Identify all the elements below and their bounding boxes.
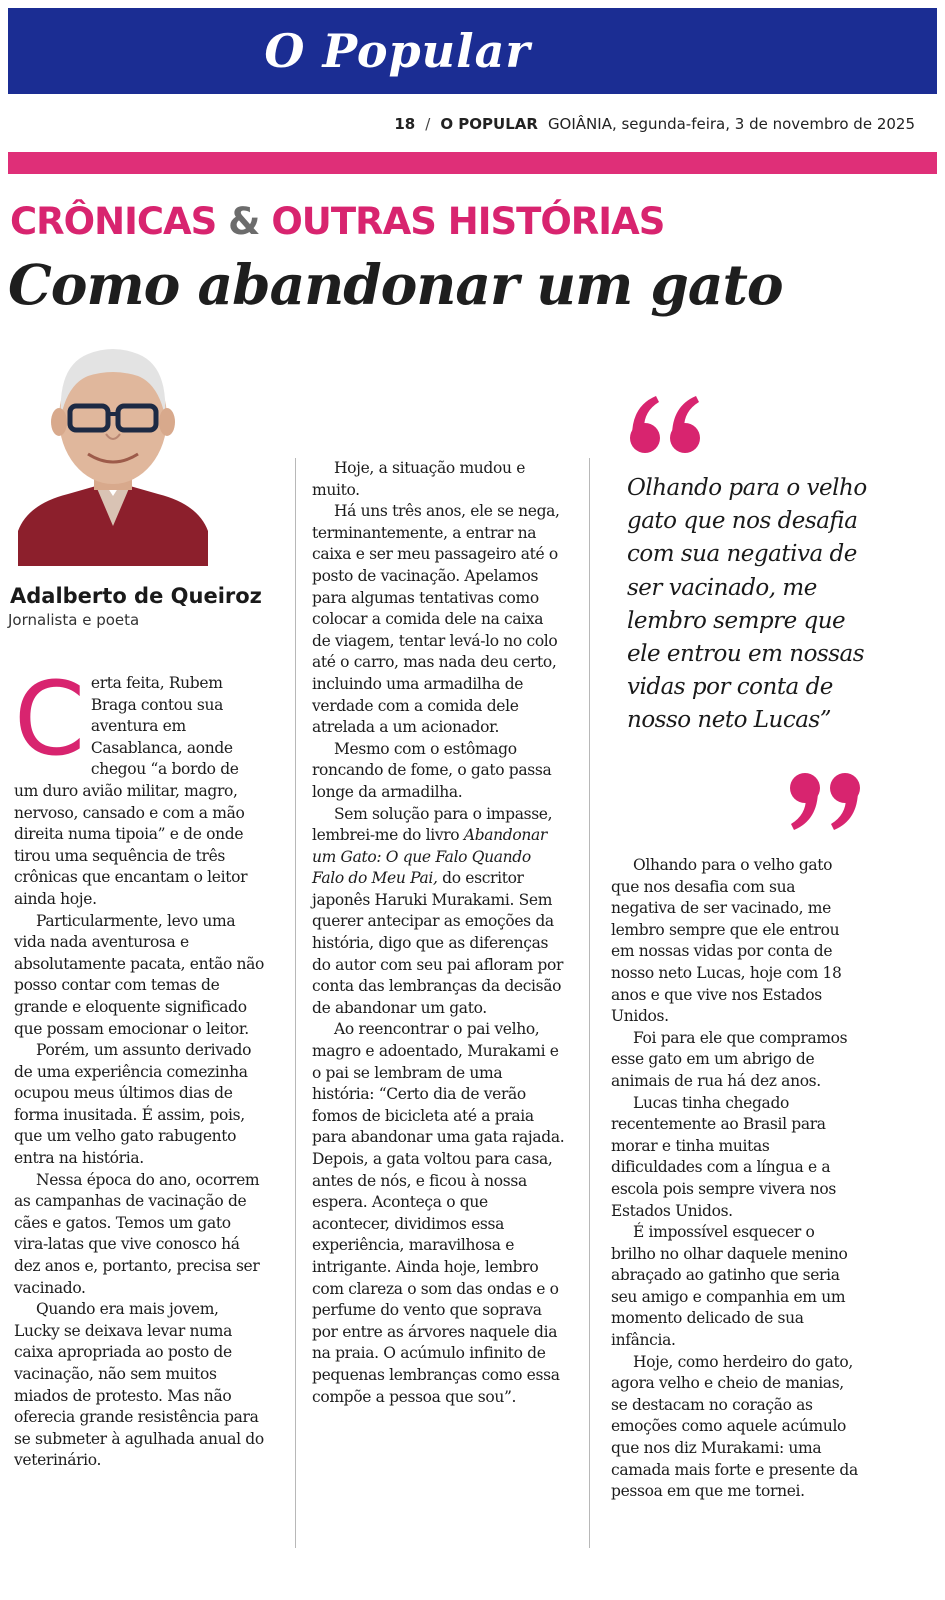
dateline-date: GOIÂNIA, segunda-feira, 3 de novembro de 2025 [547, 115, 915, 133]
dateline-separator: / [425, 115, 431, 133]
paragraph: Porém, um assunto derivado de uma experiência comezinha ocupou meus últimos dias de forma inusitada. É assim, pois, que um velho gato rabugento entra na história. [14, 1041, 252, 1168]
masthead [8, 8, 937, 94]
section-title-amp: & [228, 200, 260, 243]
author-portrait [18, 326, 208, 566]
pull-quote: Olhando para o velho gato que nos desafia com sua negativa de ser vacinado, me lembro sempre que ele entrou em nossas vidas por conta de nosso neto Lucas” [627, 475, 867, 734]
article-column-2 [312, 458, 566, 1408]
paragraph: Ao reencontrar o pai velho, magro e adoentado, Murakami e o pai se lembram de uma história: “Certo dia de verão fomos de bicicleta até a praia para abandonar uma gata rajada. Depois, a gata voltou para casa, antes de nós, e ficou à nossa espera. Aconteça o que acontecer, dividimos essa experiência, maravilhosa e intrigante. Ainda hoje, lembro com clareza o som das ondas e o perfume do vento que soprava por entre as árvores naquele dia na praia. O acúmulo infinito de pequenas lembranças como essa compõe a pessoa que sou”. [312, 1020, 565, 1406]
book-title: Abandonar um Gato: O que Falo Quando Falo do Meu Pai, [312, 826, 547, 888]
quote-open-icon [628, 394, 704, 456]
column-divider-2 [589, 458, 590, 1548]
paragraph: Particularmente, levo uma vida nada aventurosa e absolutamente pacata, então não posso contar com temas de grande e eloquente significado que possam emocionar o leitor. [14, 911, 265, 1038]
section-rule [8, 152, 937, 174]
paragraph: Certa feita, Rubem Braga contou sua aventura em Casablanca, aonde chegou “a bordo de um duro avião militar, magro, nervoso, cansado e com a mão direita numa tipoia” e de onde tirou uma sequência de três crônicas que encantam o leitor ainda hoje. [14, 660, 248, 908]
paragraph: Mesmo com o estômago roncando de fome, o gato passa longe da armadilha. [312, 739, 552, 801]
dateline [394, 112, 915, 136]
paragraph: Hoje, como herdeiro do gato, agora velho e cheio de manias, se destacam no coração as emoções como aquele acúmulo que nos diz Murakami: uma camada mais forte e presente da pessoa em que me tornei. [611, 1352, 858, 1501]
quote-close-icon [786, 770, 862, 832]
paragraph: Sem solução para o impasse, lembrei-me do livro Abandonar um Gato: O que Falo Quando Falo do Meu Pai, do escritor japonês Haruki Murakami. Sem querer antecipar as emoções da história, digo que as diferenças do autor com seu pai afloram por conta das lembranças da decisão de abandonar um gato. [312, 804, 564, 1017]
newspaper-logo: O Popular [264, 24, 531, 78]
paragraph: Hoje, a situação mudou e muito. [312, 459, 526, 499]
dropcap: C [14, 660, 85, 779]
author-role: Jornalista e poeta [8, 611, 140, 629]
paragraph: Lucas tinha chegado recentemente ao Brasil para morar e tinha muitas dificuldades com a língua e a escola pois sempre vivera nos Estados Unidos. [611, 1093, 836, 1220]
paragraph: Quando era mais jovem, Lucky se deixava levar numa caixa apropriada ao posto de vacinação, não sem muitos miados de protesto. Mas não oferecia grande resistência para se submeter à agulhada anual do veterinário. [14, 1300, 264, 1470]
dateline-newspaper: O POPULAR [440, 115, 538, 133]
headline: Como abandonar um gato [8, 252, 783, 317]
section-title-part1: CRÔNICAS [10, 200, 217, 243]
author-name: Adalberto de Queiroz [10, 584, 262, 608]
paragraph: Foi para ele que compramos esse gato em um abrigo de animais de rua há dez anos. [611, 1028, 848, 1090]
section-title-part2: OUTRAS HISTÓRIAS [271, 200, 665, 243]
page-number: 18 [394, 115, 416, 133]
paragraph: Olhando para o velho gato que nos desafia com sua negativa de ser vacinado, me lembro sempre que ele entrou em nossas vidas por conta de nosso neto Lucas, hoje com 18 anos e que vive nos Estados Unidos. [611, 856, 842, 1026]
article-column-1 [14, 660, 266, 1472]
section-title [10, 200, 664, 243]
column-divider-1 [295, 458, 296, 1548]
article-column-3 [611, 855, 863, 1503]
paragraph: Há uns três anos, ele se nega, terminantemente, a entrar na caixa e ser meu passageiro até o posto de vacinação. Apelamos para algumas tentativas como colocar a comida dele na caixa de viagem, tentar levá-lo no colo até o carro, mas nada deu certo, incluindo uma armadilha de verdade com a comida dele atrelada a um acionador. [312, 502, 560, 737]
paragraph: Nessa época do ano, ocorrem as campanhas de vacinação de cães e gatos. Temos um gato vira-latas que vive conosco há dez anos e, portanto, precisa ser vacinado. [14, 1170, 260, 1297]
paragraph: É impossível esquecer o brilho no olhar daquele menino abraçado ao gatinho que seria seu amigo e companhia em um momento delicado de sua infância. [611, 1223, 848, 1350]
